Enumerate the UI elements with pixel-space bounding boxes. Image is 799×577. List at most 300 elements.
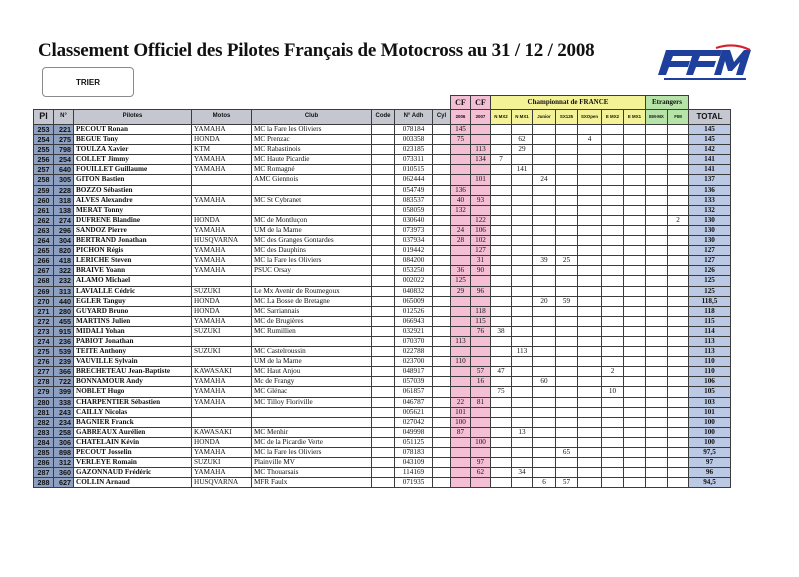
number-cell: 254	[54, 155, 74, 165]
cyl-cell	[433, 165, 451, 175]
pilot-name-cell: BERTRAND Jonathan	[74, 236, 192, 246]
sx125-cell: 25	[556, 256, 578, 266]
sxopen-cell	[578, 125, 602, 135]
rank-cell: 267	[34, 266, 54, 276]
total-cell: 94,5	[689, 478, 731, 488]
moto-cell: YAMAHA	[192, 195, 252, 205]
emx2-cell	[602, 427, 624, 437]
junior-cell	[533, 155, 556, 165]
club-cell: PSUC Orsay	[252, 266, 372, 276]
license-cell: 061857	[395, 387, 433, 397]
total-cell: 100	[689, 427, 731, 437]
emmx-cell	[646, 367, 668, 377]
rank-cell: 275	[34, 347, 54, 357]
code-cell	[372, 397, 395, 407]
logo-text: FFM	[656, 44, 659, 45]
cyl-cell	[433, 155, 451, 165]
table-row[interactable]	[34, 347, 731, 357]
table-row[interactable]	[34, 256, 731, 266]
license-cell: 002022	[395, 276, 433, 286]
cyl-cell	[433, 225, 451, 235]
emmx-cell	[646, 377, 668, 387]
rank-cell: 263	[34, 225, 54, 235]
sx125-cell	[556, 326, 578, 336]
nmx1-cell: 62	[512, 135, 533, 145]
cf2007-cell: 106	[471, 225, 491, 235]
col-header[interactable]: Junior	[533, 110, 556, 125]
nmx2-cell: 38	[491, 326, 512, 336]
table-row[interactable]	[34, 468, 731, 478]
pilot-name-cell: BRAIVE Yoann	[74, 266, 192, 276]
emx1-cell	[624, 145, 646, 155]
fim-cell	[668, 266, 689, 276]
sx125-cell	[556, 145, 578, 155]
cyl-cell	[433, 185, 451, 195]
cyl-cell	[433, 326, 451, 336]
rank-cell: 271	[34, 306, 54, 316]
cf2007-cell: 16	[471, 377, 491, 387]
cf2007-cell: 118	[471, 306, 491, 316]
sx125-cell	[556, 225, 578, 235]
emmx-cell	[646, 266, 668, 276]
cf2007-cell: 62	[471, 468, 491, 478]
cyl-cell	[433, 256, 451, 266]
junior-cell	[533, 326, 556, 336]
code-cell	[372, 367, 395, 377]
code-cell	[372, 316, 395, 326]
nmx1-cell	[512, 458, 533, 468]
license-cell: 053250	[395, 266, 433, 276]
emmx-cell	[646, 448, 668, 458]
total-cell: 141	[689, 155, 731, 165]
sx125-cell	[556, 246, 578, 256]
table-row[interactable]	[34, 246, 731, 256]
fim-cell	[668, 316, 689, 326]
license-cell: 084200	[395, 256, 433, 266]
pilot-name-cell: BAGNIER Franck	[74, 417, 192, 427]
sxopen-cell: 4	[578, 135, 602, 145]
fim-cell	[668, 185, 689, 195]
nmx2-cell	[491, 357, 512, 367]
emx2-cell: 2	[602, 367, 624, 377]
col-header[interactable]: SX125	[556, 110, 578, 125]
nmx2-cell	[491, 125, 512, 135]
emmx-cell	[646, 387, 668, 397]
table-row[interactable]	[34, 236, 731, 246]
table-row[interactable]	[34, 195, 731, 205]
club-cell: AMC Giennois	[252, 175, 372, 185]
championnat-group: Championnat de FRANCE	[491, 96, 646, 110]
col-header[interactable]: N MX2	[491, 110, 512, 125]
moto-cell: YAMAHA	[192, 377, 252, 387]
license-cell: 032921	[395, 326, 433, 336]
emx1-cell	[624, 387, 646, 397]
emx2-cell	[602, 377, 624, 387]
moto-cell: YAMAHA	[192, 468, 252, 478]
license-cell: 062444	[395, 175, 433, 185]
table-row[interactable]	[34, 306, 731, 316]
cf-2006-group: CF	[451, 96, 471, 110]
table-row[interactable]	[34, 326, 731, 336]
moto-cell: KAWASAKI	[192, 427, 252, 437]
cf2006-cell: 145	[451, 125, 471, 135]
col-header[interactable]: Club	[252, 110, 372, 125]
pilot-name-cell: SANDOZ Pierre	[74, 225, 192, 235]
sx125-cell	[556, 205, 578, 215]
license-cell: 023700	[395, 357, 433, 367]
table-row[interactable]	[34, 478, 731, 488]
emx2-cell	[602, 225, 624, 235]
nmx1-cell	[512, 205, 533, 215]
emx1-cell	[624, 468, 646, 478]
sxopen-cell	[578, 296, 602, 306]
table-row[interactable]	[34, 276, 731, 286]
club-cell: MC la Fare les Oliviers	[252, 256, 372, 266]
club-cell: MC Tilloy Floriville	[252, 397, 372, 407]
emx2-cell: 10	[602, 387, 624, 397]
junior-cell	[533, 306, 556, 316]
fim-cell	[668, 407, 689, 417]
license-cell: 051125	[395, 437, 433, 447]
table-row[interactable]	[34, 155, 731, 165]
sxopen-cell	[578, 347, 602, 357]
emx2-cell	[602, 478, 624, 488]
sxopen-cell	[578, 448, 602, 458]
license-cell: 012526	[395, 306, 433, 316]
club-cell: UM de la Marne	[252, 225, 372, 235]
fim-cell	[668, 387, 689, 397]
rank-cell: 287	[34, 468, 54, 478]
number-cell: 640	[54, 165, 74, 175]
cf2006-cell	[451, 256, 471, 266]
col-header[interactable]: Code	[372, 110, 395, 125]
nmx2-cell	[491, 165, 512, 175]
sx125-cell	[556, 276, 578, 286]
table-row[interactable]	[34, 225, 731, 235]
sxopen-cell	[578, 215, 602, 225]
cf2006-cell: 29	[451, 286, 471, 296]
fim-cell	[668, 195, 689, 205]
fim-cell	[668, 125, 689, 135]
nmx2-cell	[491, 135, 512, 145]
junior-cell	[533, 215, 556, 225]
cf2006-cell: 40	[451, 195, 471, 205]
cf2007-cell: 93	[471, 195, 491, 205]
code-cell	[372, 468, 395, 478]
license-cell: 066943	[395, 316, 433, 326]
table-row[interactable]	[34, 458, 731, 468]
sx125-cell	[556, 468, 578, 478]
club-cell: MC Rabastinois	[252, 145, 372, 155]
license-cell: 073311	[395, 155, 433, 165]
sxopen-cell	[578, 326, 602, 336]
cf2006-cell	[451, 316, 471, 326]
emx1-cell	[624, 155, 646, 165]
fim-cell: 2	[668, 215, 689, 225]
club-cell	[252, 185, 372, 195]
number-cell: 399	[54, 387, 74, 397]
cf2006-cell: 110	[451, 357, 471, 367]
col-header[interactable]: Motos	[192, 110, 252, 125]
emx2-cell	[602, 205, 624, 215]
fim-cell	[668, 175, 689, 185]
cf2006-cell: 22	[451, 397, 471, 407]
fim-cell	[668, 417, 689, 427]
emx1-cell	[624, 185, 646, 195]
cyl-cell	[433, 246, 451, 256]
col-header[interactable]: E MX2	[602, 110, 624, 125]
table-row[interactable]	[34, 296, 731, 306]
table-row[interactable]	[34, 357, 731, 367]
emx2-cell	[602, 326, 624, 336]
fim-cell	[668, 377, 689, 387]
pilot-name-cell: GUYARD Bruno	[74, 306, 192, 316]
col-header[interactable]: FIM	[668, 110, 689, 125]
sx125-cell	[556, 357, 578, 367]
pilot-name-cell: ALVES Alexandre	[74, 195, 192, 205]
club-cell: MC Castelroussin	[252, 347, 372, 357]
rank-cell: 278	[34, 377, 54, 387]
license-cell: 023185	[395, 145, 433, 155]
emx1-cell	[624, 236, 646, 246]
junior-cell	[533, 458, 556, 468]
club-cell	[252, 336, 372, 346]
total-cell: 96	[689, 468, 731, 478]
emmx-cell	[646, 296, 668, 306]
cyl-cell	[433, 407, 451, 417]
junior-cell	[533, 246, 556, 256]
total-cell: 127	[689, 246, 731, 256]
junior-cell	[533, 125, 556, 135]
cf2007-cell	[471, 387, 491, 397]
nmx2-cell	[491, 417, 512, 427]
pilot-name-cell: PECOUT Ronan	[74, 125, 192, 135]
col-header[interactable]: SXOpen	[578, 110, 602, 125]
sx125-cell	[556, 286, 578, 296]
table-row[interactable]	[34, 215, 731, 225]
table-row[interactable]	[34, 316, 731, 326]
cf2007-cell	[471, 417, 491, 427]
club-cell: MC de Montluçon	[252, 215, 372, 225]
moto-cell: YAMAHA	[192, 125, 252, 135]
table-row[interactable]	[34, 387, 731, 397]
emmx-cell	[646, 236, 668, 246]
rank-cell: 283	[34, 427, 54, 437]
club-cell: Le Mx Avenir de Roumegoux	[252, 286, 372, 296]
total-cell: 110	[689, 367, 731, 377]
table-row[interactable]	[34, 145, 731, 155]
number-cell: 440	[54, 296, 74, 306]
total-cell: 130	[689, 215, 731, 225]
code-cell	[372, 276, 395, 286]
fim-cell	[668, 448, 689, 458]
moto-cell: YAMAHA	[192, 397, 252, 407]
table-row[interactable]	[34, 205, 731, 215]
moto-cell: KTM	[192, 145, 252, 155]
table-row[interactable]	[34, 407, 731, 417]
emmx-cell	[646, 458, 668, 468]
col-header[interactable]: TOTAL	[689, 110, 731, 125]
table-row[interactable]	[34, 336, 731, 346]
table-row[interactable]	[34, 266, 731, 276]
fim-cell	[668, 155, 689, 165]
moto-cell: YAMAHA	[192, 155, 252, 165]
sxopen-cell	[578, 478, 602, 488]
fim-cell	[668, 357, 689, 367]
fim-cell	[668, 458, 689, 468]
moto-cell	[192, 185, 252, 195]
col-header[interactable]: E MX1	[624, 110, 646, 125]
emx2-cell	[602, 316, 624, 326]
col-header[interactable]: Pilotes	[74, 110, 192, 125]
cyl-cell	[433, 266, 451, 276]
pilot-name-cell: BONNAMOUR Andy	[74, 377, 192, 387]
cyl-cell	[433, 125, 451, 135]
sx125-cell	[556, 437, 578, 447]
cf2007-cell	[471, 165, 491, 175]
license-cell: 040832	[395, 286, 433, 296]
table-row[interactable]	[34, 135, 731, 145]
etrangers-group: Etrangers	[646, 96, 689, 110]
table-row[interactable]	[34, 397, 731, 407]
code-cell	[372, 175, 395, 185]
table-row[interactable]	[34, 125, 731, 135]
sxopen-cell	[578, 145, 602, 155]
pilot-name-cell: PECOUT Josselin	[74, 448, 192, 458]
nmx1-cell	[512, 155, 533, 165]
license-cell: 027042	[395, 417, 433, 427]
trier-button[interactable]: TRIER	[42, 67, 134, 97]
nmx2-cell	[491, 286, 512, 296]
emx1-cell	[624, 225, 646, 235]
cyl-cell	[433, 427, 451, 437]
cyl-cell	[433, 448, 451, 458]
cf2007-cell: 115	[471, 316, 491, 326]
code-cell	[372, 306, 395, 316]
emmx-cell	[646, 347, 668, 357]
sxopen-cell	[578, 185, 602, 195]
license-cell: 010515	[395, 165, 433, 175]
cf2007-cell	[471, 357, 491, 367]
junior-cell	[533, 448, 556, 458]
rank-cell: 286	[34, 458, 54, 468]
table-row[interactable]	[34, 286, 731, 296]
cf2006-cell: 36	[451, 266, 471, 276]
table-row[interactable]	[34, 417, 731, 427]
fim-cell	[668, 437, 689, 447]
club-cell: Plainville MV	[252, 458, 372, 468]
club-cell	[252, 417, 372, 427]
col-header[interactable]: N°	[54, 110, 74, 125]
cf2007-cell	[471, 347, 491, 357]
nmx1-cell	[512, 215, 533, 225]
junior-cell	[533, 387, 556, 397]
fim-cell	[668, 367, 689, 377]
emx2-cell	[602, 336, 624, 346]
code-cell	[372, 185, 395, 195]
table-row[interactable]	[34, 437, 731, 447]
cf2006-cell: 125	[451, 276, 471, 286]
emx2-cell	[602, 256, 624, 266]
club-cell: MC la Fare les Oliviers	[252, 448, 372, 458]
cf2006-cell: 132	[451, 205, 471, 215]
emmx-cell	[646, 326, 668, 336]
col-header[interactable]: Pl	[34, 110, 54, 125]
emx2-cell	[602, 246, 624, 256]
number-cell: 915	[54, 326, 74, 336]
col-header[interactable]: N° Adh	[395, 110, 433, 125]
ffm-logo	[656, 44, 752, 84]
cf2007-cell: 31	[471, 256, 491, 266]
cf2007-cell	[471, 276, 491, 286]
emx1-cell	[624, 367, 646, 377]
table-row[interactable]	[34, 427, 731, 437]
emx1-cell	[624, 175, 646, 185]
number-cell: 258	[54, 427, 74, 437]
rank-cell: 272	[34, 316, 54, 326]
nmx2-cell	[491, 296, 512, 306]
nmx1-cell	[512, 478, 533, 488]
code-cell	[372, 205, 395, 215]
junior-cell	[533, 357, 556, 367]
col-header[interactable]: Cyl	[433, 110, 451, 125]
emx2-cell	[602, 185, 624, 195]
cf2006-cell	[451, 468, 471, 478]
col-header[interactable]: EM-MX	[646, 110, 668, 125]
rank-cell: 284	[34, 437, 54, 447]
moto-cell	[192, 205, 252, 215]
emmx-cell	[646, 195, 668, 205]
license-cell: 046787	[395, 397, 433, 407]
table-row[interactable]	[34, 165, 731, 175]
junior-cell	[533, 468, 556, 478]
moto-cell	[192, 357, 252, 367]
cf2007-cell: 113	[471, 145, 491, 155]
col-header[interactable]: N MX1	[512, 110, 533, 125]
emx1-cell	[624, 296, 646, 306]
cf2007-cell	[471, 407, 491, 417]
nmx1-cell	[512, 276, 533, 286]
table-row[interactable]	[34, 377, 731, 387]
col-header[interactable]: 2006	[451, 110, 471, 125]
table-row[interactable]	[34, 367, 731, 377]
emx2-cell	[602, 125, 624, 135]
cf2007-cell	[471, 296, 491, 306]
club-cell: MC Sarriannais	[252, 306, 372, 316]
license-cell: 071935	[395, 478, 433, 488]
emx2-cell	[602, 276, 624, 286]
fim-cell	[668, 478, 689, 488]
cf2006-cell	[451, 458, 471, 468]
table-row[interactable]	[34, 175, 731, 185]
club-cell: MC Romagné	[252, 165, 372, 175]
nmx1-cell	[512, 256, 533, 266]
number-cell: 313	[54, 286, 74, 296]
license-cell: 114169	[395, 468, 433, 478]
number-cell: 296	[54, 225, 74, 235]
code-cell	[372, 155, 395, 165]
nmx1-cell	[512, 236, 533, 246]
pilot-name-cell: NOBLET Hugo	[74, 387, 192, 397]
table-row[interactable]	[34, 448, 731, 458]
sx125-cell	[556, 407, 578, 417]
emmx-cell	[646, 276, 668, 286]
junior-cell: 39	[533, 256, 556, 266]
table-row[interactable]	[34, 185, 731, 195]
sxopen-cell	[578, 175, 602, 185]
number-cell: 898	[54, 448, 74, 458]
col-header[interactable]: 2007	[471, 110, 491, 125]
